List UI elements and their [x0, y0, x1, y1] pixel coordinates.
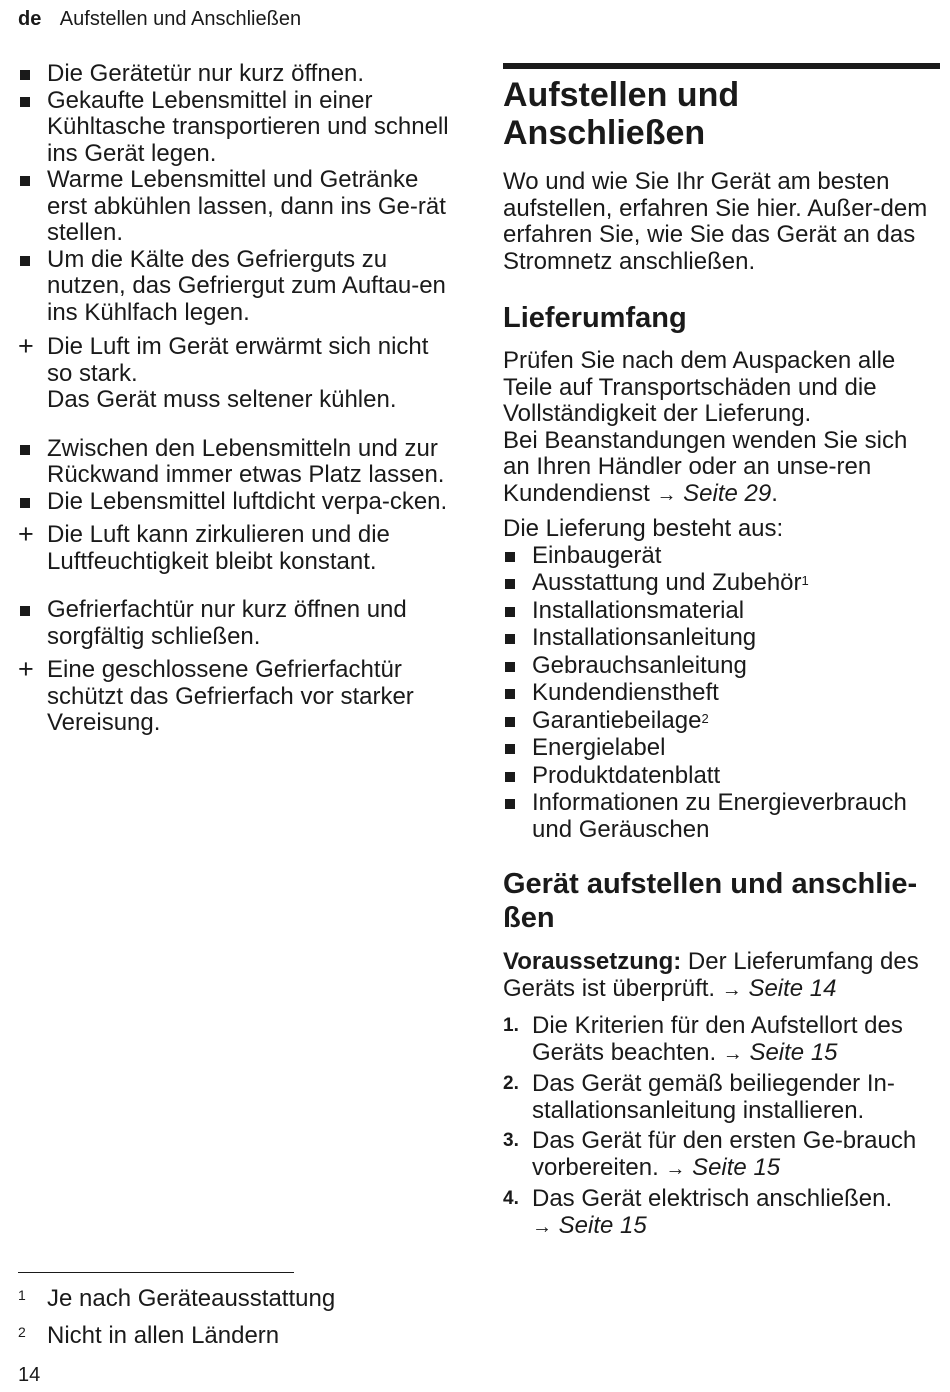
- list-item: Warme Lebensmittel und Getränke erst abkühlen lassen, dann ins Ge-rät stellen.: [18, 167, 458, 247]
- list-item: [503, 570, 940, 597]
- page-title: [503, 76, 940, 152]
- result-item: [18, 519, 458, 575]
- list-item: Die Lebensmittel luftdicht verpa-cken.: [18, 489, 458, 516]
- list-item-text: Garantiebeilage: [532, 706, 702, 734]
- plus-icon: +: [18, 331, 34, 361]
- prerequisite-label: Voraussetzung:: [503, 948, 682, 975]
- plus-icon: +: [18, 654, 34, 684]
- footnote-text: Nicht in allen Ländern: [47, 1322, 280, 1349]
- page-reference-link[interactable]: Seite 15: [558, 1211, 647, 1239]
- footnote-number: 2: [18, 1324, 26, 1340]
- prerequisite-text: Der Lieferumfang des Geräts ist überprüft.: [503, 948, 919, 1002]
- footnote-ref: 1: [801, 573, 809, 588]
- intro-paragraph: Wo und wie Sie Ihr Gerät am besten aufstellen, erfahren Sie hier. Außer-dem erfahren Sie, wie Sie das Gerät an das Stromnetz anschließen.: [503, 168, 928, 275]
- prerequisite: [503, 949, 940, 1003]
- list-item: Die Gerätetür nur kurz öffnen.: [18, 61, 458, 88]
- result-item: [18, 331, 458, 414]
- plus-icon: +: [18, 519, 34, 549]
- footnote-rule: [18, 1272, 294, 1273]
- language-code: de: [18, 8, 42, 30]
- list-item: Einbaugerät: [503, 543, 940, 570]
- list-item: Um die Kälte des Gefrierguts zu nutzen, das Gefriergut zum Auftau-en ins Kühlfach legen.: [18, 247, 458, 327]
- result-item: [18, 654, 458, 737]
- punctuation: .: [771, 479, 778, 507]
- footnote: [18, 1323, 438, 1349]
- page-reference-link[interactable]: Seite 14: [748, 974, 837, 1002]
- step-text: Das Gerät für den ersten Ge-brauch vorbereiten.: [532, 1127, 917, 1181]
- list-item: Installationsanleitung: [503, 625, 940, 652]
- list-item: Gefrierfachtür nur kurz öffnen und sorgfältig schließen.: [18, 597, 458, 650]
- page-title-line: Aufstellen und: [503, 76, 740, 114]
- step-item: [503, 1071, 940, 1124]
- list-item: Gebrauchsanleitung: [503, 653, 940, 680]
- arrow-right-icon: →: [722, 1042, 743, 1065]
- step-text: Die Kriterien für den Aufstellort des Geräts beachten.: [532, 1012, 903, 1066]
- delivery-list-intro: Die Lieferung besteht aus:: [503, 515, 784, 542]
- complaint-text: Bei Beanstandungen wenden Sie sich an Ihren Händler oder an unse-ren Kundendienst: [503, 426, 908, 507]
- page-reference-link[interactable]: Seite 29: [683, 479, 772, 507]
- step-number: 4.: [503, 1188, 519, 1209]
- step-number: 2.: [503, 1073, 519, 1094]
- result-text: Die Luft im Gerät erwärmt sich nicht so stark.: [47, 333, 429, 387]
- list-item: Energielabel: [503, 735, 940, 762]
- list-item: Kundendienstheft: [503, 680, 940, 707]
- list-item: Installationsmaterial: [503, 598, 940, 625]
- list-item: Produktdatenblatt: [503, 763, 940, 790]
- result-text: Die Luft kann zirkulieren und die Luftfeuchtigkeit bleibt konstant.: [47, 521, 390, 575]
- complaint-paragraph: [503, 428, 940, 509]
- page-header: [18, 8, 301, 31]
- page-reference-link[interactable]: Seite 15: [692, 1153, 781, 1181]
- step-text: Das Gerät elektrisch anschließen.: [532, 1185, 893, 1212]
- list-item: Zwischen den Lebensmitteln und zur Rückwand immer etwas Platz lassen.: [18, 436, 458, 489]
- page-number: 14: [18, 1364, 41, 1386]
- left-column: [18, 61, 458, 737]
- right-column: [503, 63, 940, 1240]
- arrow-right-icon: →: [656, 483, 677, 506]
- section-heading-lieferumfang: Lieferumfang: [503, 302, 687, 334]
- result-text: Eine geschlossene Gefrierfachtür schützt das Gefrierfach vor starker Vereisung.: [47, 656, 414, 736]
- footnote-ref: 2: [701, 710, 709, 726]
- page-reference-link[interactable]: Seite 15: [749, 1038, 838, 1066]
- step-number: 3.: [503, 1130, 519, 1151]
- arrow-right-icon: →: [665, 1157, 686, 1180]
- page-title-line: Anschließen: [503, 114, 706, 152]
- list-item-text: Ausstattung und Zubehör: [532, 569, 802, 596]
- footnote-number: 1: [18, 1287, 26, 1303]
- delivery-paragraph: Prüfen Sie nach dem Auspacken alle Teile auf Transportschäden und die Vollständigkeit der Lieferung.: [503, 347, 896, 427]
- footnote: [18, 1286, 438, 1312]
- section-heading-setup: Gerät aufstellen und anschlie-ßen: [503, 868, 918, 934]
- arrow-right-icon: →: [721, 978, 742, 1001]
- step-text: Das Gerät gemäß beiliegender In-stallationsanleitung installieren.: [532, 1070, 895, 1124]
- arrow-right-icon: →: [532, 1215, 552, 1238]
- section-rule: [503, 63, 940, 69]
- result-text: Das Gerät muss seltener kühlen.: [47, 386, 397, 413]
- list-item: [503, 708, 940, 735]
- list-item: Informationen zu Energieverbrauch und Geräuschen: [503, 790, 940, 843]
- step-item: [503, 1186, 940, 1240]
- footnote-text: Je nach Geräteausstattung: [47, 1285, 336, 1312]
- step-number: 1.: [503, 1015, 519, 1036]
- list-item: Gekaufte Lebensmittel in einer Kühltasche transportieren und schnell ins Gerät legen.: [18, 88, 458, 168]
- header-section-title: Aufstellen und Anschließen: [59, 8, 302, 30]
- step-item: [503, 1128, 940, 1182]
- step-item: [503, 1013, 940, 1067]
- footnotes: [18, 1272, 438, 1349]
